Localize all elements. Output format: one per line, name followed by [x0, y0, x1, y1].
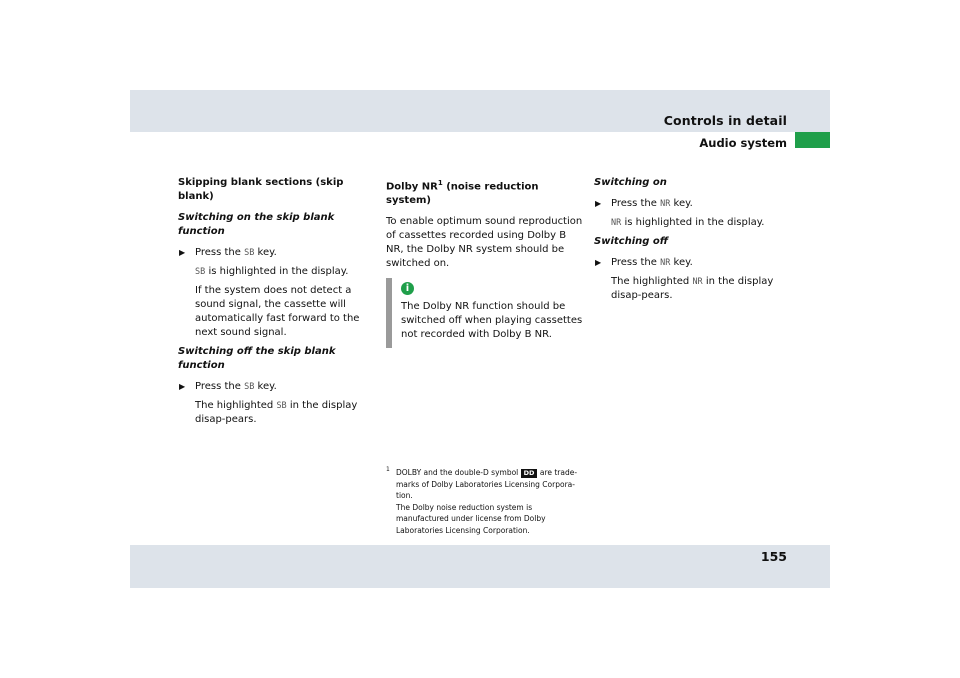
- skip-blank-heading: Skipping blank sections (skip blank): [178, 177, 344, 202]
- dolby-off-result: The highlighted NR in the display disap-pears.: [611, 276, 774, 301]
- key-label: NR: [611, 218, 622, 228]
- section-tab-marker: [795, 132, 830, 148]
- key-label: SB: [244, 248, 255, 258]
- page-number: 155: [760, 549, 787, 564]
- dolby-note-text: The Dolby NR function should be switched off when playing cassettes not recorded with Dolby B NR.: [401, 301, 583, 341]
- dolby-double-d-icon: DD: [521, 469, 538, 478]
- skip-blank-off-step: ▶ Press the SB key.: [179, 381, 277, 392]
- column-skip-blank: [178, 176, 374, 432]
- footnote-marker: 1: [386, 466, 390, 473]
- key-label: NR: [692, 277, 703, 287]
- skip-blank-off-result: The highlighted SB in the display disap-pears.: [195, 400, 358, 425]
- dolby-note: [386, 278, 586, 348]
- dolby-on-step: ▶ Press the NR key.: [595, 198, 693, 209]
- key-label: SB: [244, 382, 255, 392]
- dolby-heading: Dolby $NR^1$ (noise reduction system): [386, 179, 539, 207]
- skip-blank-on-step: ▶ Press the SB key.: [179, 247, 277, 258]
- section-subtitle: Audio system: [699, 136, 787, 150]
- dolby-intro: To enable optimum sound reproduction of cassettes recorded using Dolby B NR, the Dolby NR system should be switched on.: [386, 216, 583, 270]
- footer-band: [130, 545, 830, 588]
- section-title: Controls in detail: [663, 113, 787, 128]
- arrow-right-icon: ▶: [179, 382, 186, 391]
- skip-blank-on-heading: Switching on the skip blank function: [178, 212, 335, 237]
- info-icon: i: [401, 282, 414, 295]
- note-bar: [386, 278, 392, 348]
- dolby-off-step: ▶ Press the NR key.: [595, 257, 693, 268]
- key-label: SB: [195, 267, 206, 277]
- column-dolby-switching: [594, 176, 794, 308]
- skip-blank-info: If the system does not detect a sound signal, the cassette will automatically fast forward to the next sound signal.: [195, 285, 360, 338]
- skip-blank-off-heading: Switching off the skip blank function: [178, 346, 336, 371]
- arrow-right-icon: ▶: [595, 258, 602, 267]
- skip-blank-on-result: SB is highlighted in the display.: [195, 266, 349, 277]
- arrow-right-icon: ▶: [179, 248, 186, 257]
- key-label: SB: [276, 401, 287, 411]
- arrow-right-icon: ▶: [595, 199, 602, 208]
- dolby-on-result: NR is highlighted in the display.: [611, 217, 765, 228]
- column-dolby: [386, 176, 586, 348]
- dolby-off-heading: Switching off: [594, 236, 669, 247]
- dolby-on-heading: Switching on: [594, 177, 667, 188]
- key-label: NR: [660, 258, 671, 268]
- key-label: NR: [660, 199, 671, 209]
- footnote: 1 DOLBY and the double-D symbol DD are trade-marks of Dolby Laboratories Licensing Corpora-tion. The Dolby noise reduction system is manufactured under license from Dolby Laboratories Licensing Corporation.: [386, 466, 578, 535]
- footnote-ref: 1: [437, 179, 443, 187]
